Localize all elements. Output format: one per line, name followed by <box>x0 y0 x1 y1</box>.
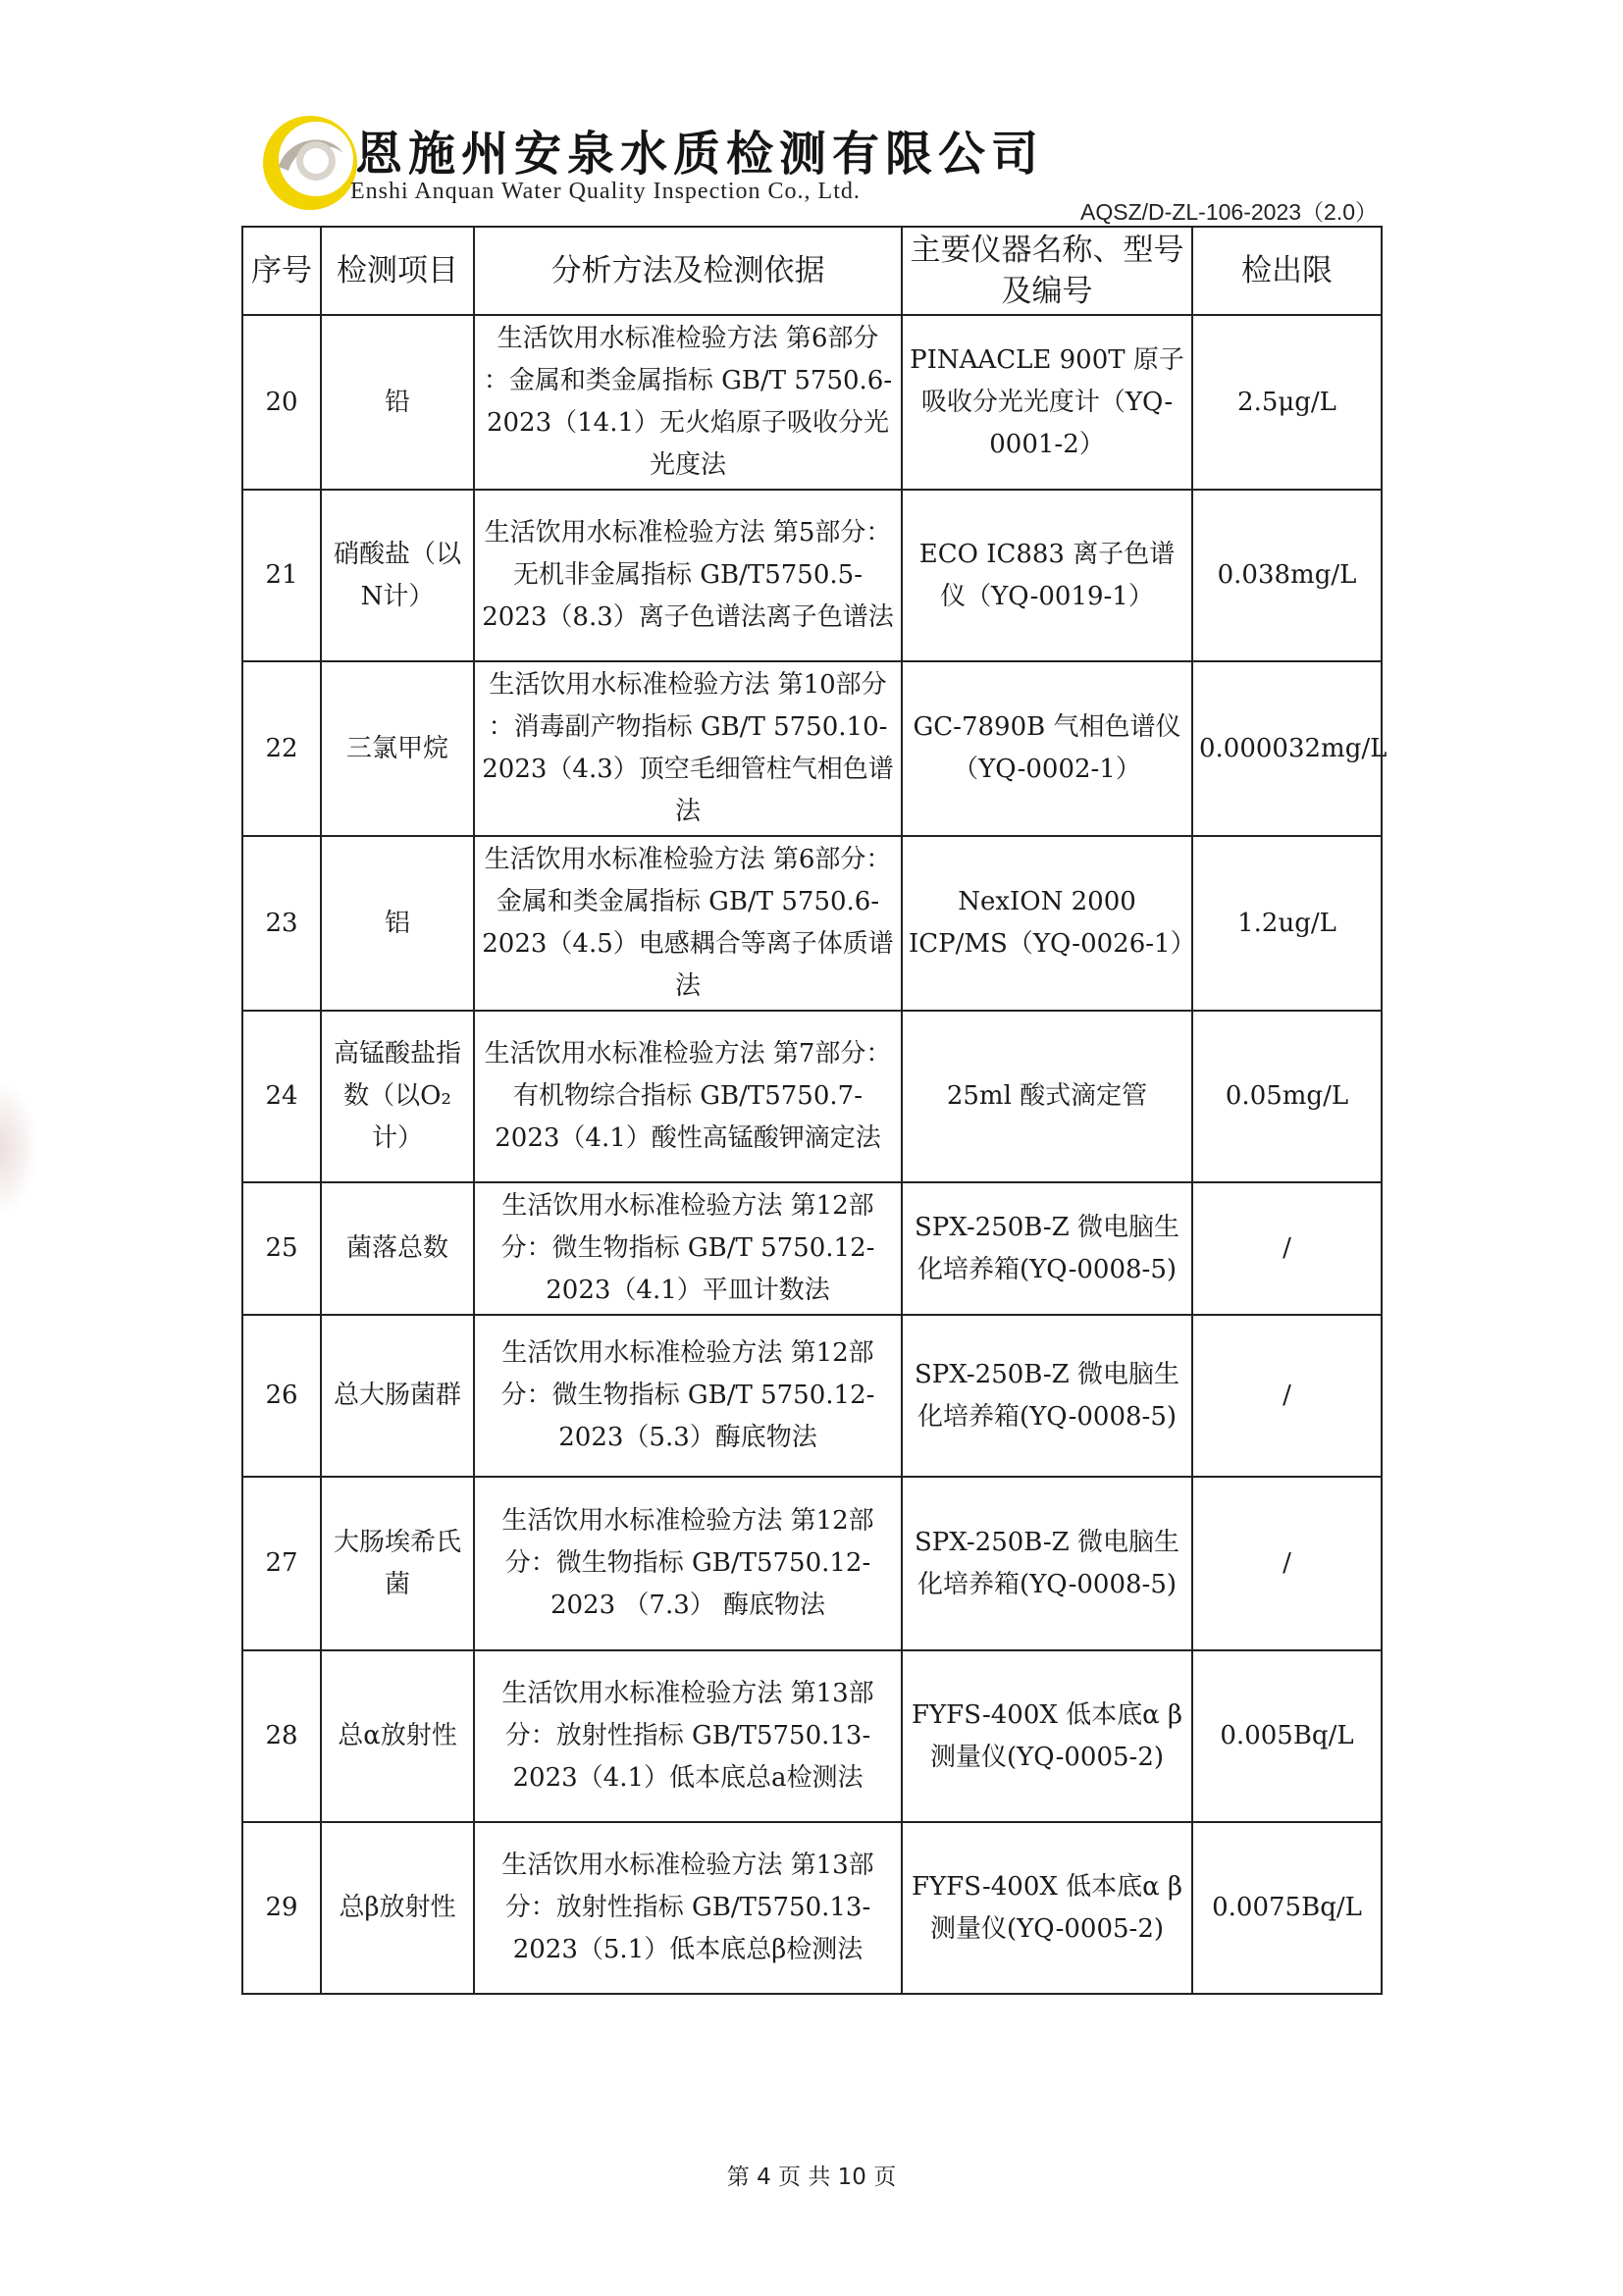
table-row <box>242 1477 1382 1650</box>
table-row <box>242 490 1382 661</box>
table-row <box>242 315 1382 490</box>
row-no: 24 <box>242 1011 321 1182</box>
row-item: 硝酸盐（以N计） <box>321 490 474 661</box>
table-row <box>242 1182 1382 1315</box>
row-limit: 0.005Bq/L <box>1192 1650 1382 1822</box>
row-instrument: FYFS-400X 低本底α β测量仪(YQ-0005-2) <box>902 1650 1192 1822</box>
page-number: 第 4 页 共 10 页 <box>726 2165 897 2190</box>
row-limit: 2.5μg/L <box>1192 315 1382 490</box>
row-instrument: SPX-250B-Z 微电脑生化培养箱(YQ-0008-5) <box>902 1315 1192 1477</box>
row-no: 29 <box>242 1822 321 1994</box>
row-instrument: SPX-250B-Z 微电脑生化培养箱(YQ-0008-5) <box>902 1477 1192 1650</box>
row-method: 生活饮用水标准检验方法 第5部分：无机非金属指标 GB/T5750.5-2023（8.3）离子色谱法离子色谱法 <box>474 490 902 661</box>
row-limit: 0.0075Bq/L <box>1192 1822 1382 1994</box>
row-item: 大肠埃希氏菌 <box>321 1477 474 1650</box>
row-no: 27 <box>242 1477 321 1650</box>
table-row <box>242 836 1382 1011</box>
method-table <box>241 226 1387 1995</box>
row-instrument: GC-7890B 气相色谱仪（YQ-0002-1） <box>902 661 1192 836</box>
row-method: 生活饮用水标准检验方法 第13部分：放射性指标 GB/T5750.13-2023（5.1）低本底总β检测法 <box>474 1822 902 1994</box>
document-code: AQSZ/D-ZL-106-2023（2.0） <box>1080 199 1378 225</box>
table-row <box>242 1822 1382 1994</box>
table-row <box>242 1650 1382 1822</box>
table-row <box>242 1011 1382 1182</box>
row-limit: / <box>1192 1315 1382 1477</box>
row-method: 生活饮用水标准检验方法 第12部分：微生物指标 GB/T 5750.12-2023（4.1）平皿计数法 <box>474 1182 902 1315</box>
row-item: 铝 <box>321 836 474 1011</box>
company-name-en: Enshi Anquan Water Quality Inspection Co., Ltd. <box>350 179 861 204</box>
row-instrument: NexION 2000 ICP/MS（YQ-0026-1） <box>902 836 1192 1011</box>
row-no: 22 <box>242 661 321 836</box>
header-instrument: 主要仪器名称、型号及编号 <box>902 227 1192 315</box>
row-instrument: 25ml 酸式滴定管 <box>902 1011 1192 1182</box>
table-header-row <box>242 227 1382 315</box>
row-method: 生活饮用水标准检验方法 第12部分：微生物指标 GB/T5750.12-2023 （7.3） 酶底物法 <box>474 1477 902 1650</box>
row-item: 三氯甲烷 <box>321 661 474 836</box>
row-method: 生活饮用水标准检验方法 第6部分 ：金属和类金属指标 GB/T 5750.6-2023（14.1）无火焰原子吸收分光光度法 <box>474 315 902 490</box>
row-item: 高锰酸盐指数（以O₂计） <box>321 1011 474 1182</box>
row-instrument: ECO IC883 离子色谱仪（YQ-0019-1） <box>902 490 1192 661</box>
row-item: 总β放射性 <box>321 1822 474 1994</box>
row-item: 总大肠菌群 <box>321 1315 474 1477</box>
header-no: 序号 <box>242 227 321 315</box>
row-instrument: PINAACLE 900T 原子吸收分光光度计（YQ-0001-2） <box>902 315 1192 490</box>
row-no: 26 <box>242 1315 321 1477</box>
row-limit: 0.038mg/L <box>1192 490 1382 661</box>
row-item: 菌落总数 <box>321 1182 474 1315</box>
row-no: 21 <box>242 490 321 661</box>
row-limit: 1.2ug/L <box>1192 836 1382 1011</box>
row-method: 生活饮用水标准检验方法 第13部分：放射性指标 GB/T5750.13-2023（4.1）低本底总a检测法 <box>474 1650 902 1822</box>
row-limit: / <box>1192 1477 1382 1650</box>
row-method: 生活饮用水标准检验方法 第10部分 ：消毒副产物指标 GB/T 5750.10-2023（4.3）顶空毛细管柱气相色谱法 <box>474 661 902 836</box>
table-row <box>242 661 1382 836</box>
row-limit: 0.000032mg/L <box>1192 661 1382 836</box>
row-no: 20 <box>242 315 321 490</box>
company-logo <box>257 110 363 216</box>
row-method: 生活饮用水标准检验方法 第6部分：金属和类金属指标 GB/T 5750.6-2023（4.5）电感耦合等离子体质谱法 <box>474 836 902 1011</box>
row-item: 铅 <box>321 315 474 490</box>
row-no: 25 <box>242 1182 321 1315</box>
row-no: 28 <box>242 1650 321 1822</box>
header-method: 分析方法及检测依据 <box>474 227 902 315</box>
row-instrument: SPX-250B-Z 微电脑生化培养箱(YQ-0008-5) <box>902 1182 1192 1315</box>
row-limit: / <box>1192 1182 1382 1315</box>
edge-stain <box>0 1079 39 1217</box>
header-item: 检测项目 <box>321 227 474 315</box>
header-limit: 检出限 <box>1192 227 1382 315</box>
row-method: 生活饮用水标准检验方法 第7部分：有机物综合指标 GB/T5750.7-2023（4.1）酸性高锰酸钾滴定法 <box>474 1011 902 1182</box>
row-method: 生活饮用水标准检验方法 第12部分：微生物指标 GB/T 5750.12-2023（5.3）酶底物法 <box>474 1315 902 1477</box>
row-no: 23 <box>242 836 321 1011</box>
row-limit: 0.05mg/L <box>1192 1011 1382 1182</box>
row-instrument: FYFS-400X 低本底α β测量仪(YQ-0005-2) <box>902 1822 1192 1994</box>
table-row <box>242 1315 1382 1477</box>
company-name-cn: 恩施州安泉水质检测有限公司 <box>355 127 1045 182</box>
row-item: 总α放射性 <box>321 1650 474 1822</box>
